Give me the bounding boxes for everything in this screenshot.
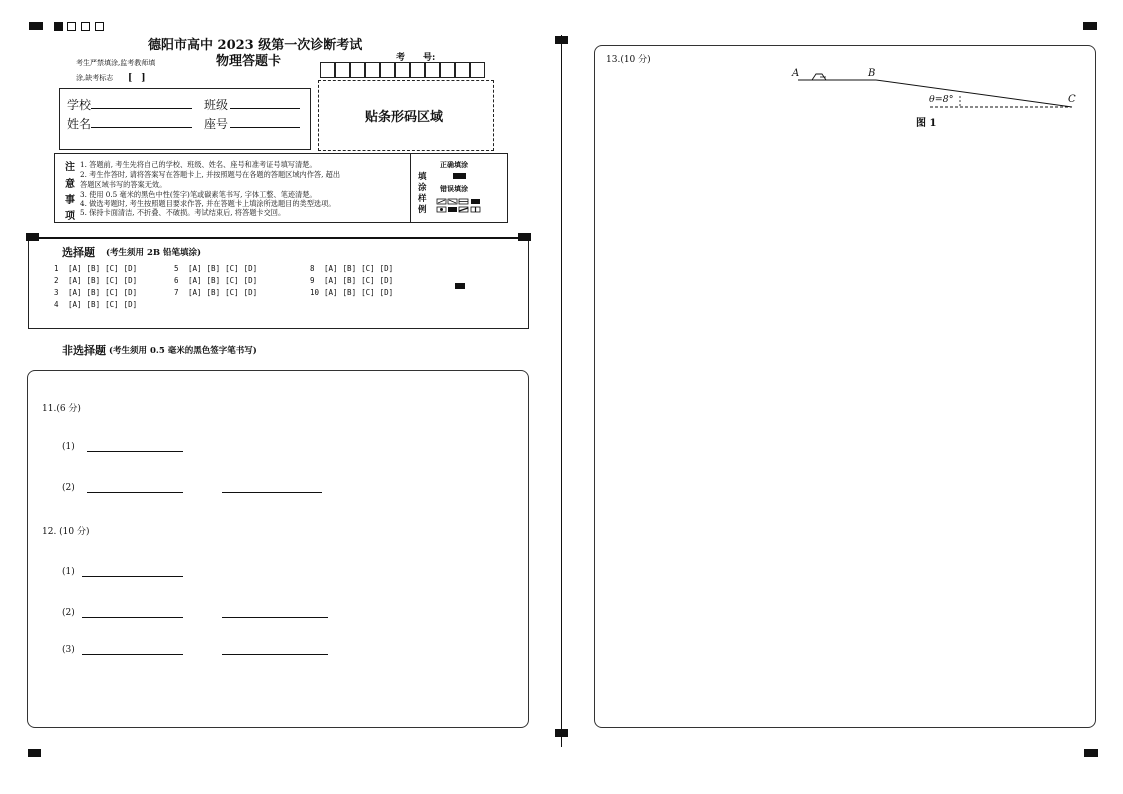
q12-part-label: (1) xyxy=(62,567,75,577)
notes-side-char: 项 xyxy=(65,211,75,222)
class-label: 班级 xyxy=(204,98,229,112)
class-field[interactable] xyxy=(230,108,300,109)
name-label: 姓名 xyxy=(67,117,92,131)
q12-part2-answer-b[interactable] xyxy=(222,617,328,618)
mc-question[interactable]: 6 [A] [B] [C] [D] xyxy=(174,276,258,285)
notes-side-char: 事 xyxy=(65,195,75,206)
mc-mark-right xyxy=(518,233,531,241)
corner-mark-top-left xyxy=(29,22,43,30)
proctor-note-2: 涂,缺考标志 xyxy=(76,74,114,82)
angle-label: θ=8° xyxy=(929,94,954,105)
point-b-label: B xyxy=(868,68,876,79)
q11-part-label: (1) xyxy=(62,442,75,452)
answer-box-q11-q12 xyxy=(27,370,529,728)
page-indicator-empty xyxy=(81,22,90,31)
q12-part-label: (2) xyxy=(62,608,75,618)
fold-mark-bottom xyxy=(555,729,568,737)
notes-divider xyxy=(410,153,411,223)
mc-question[interactable]: 4 [A] [B] [C] [D] xyxy=(54,300,138,309)
seat-field[interactable] xyxy=(230,127,300,128)
q12-part-label: (3) xyxy=(62,645,75,655)
fold-mark-top xyxy=(555,36,568,44)
mc-top-rule xyxy=(35,237,523,239)
page-indicator-empty xyxy=(95,22,104,31)
mc-question[interactable]: 9 [A] [B] [C] [D] xyxy=(310,276,394,285)
q13-label: 13.(10 分) xyxy=(606,55,651,65)
school-label: 学校 xyxy=(67,98,92,112)
q12-part1-answer[interactable] xyxy=(82,576,183,577)
student-info-box xyxy=(59,88,311,150)
corner-mark-bottom-left xyxy=(28,749,41,757)
name-field[interactable] xyxy=(91,127,192,128)
card-title: 物理答题卡 xyxy=(216,54,282,69)
q12-part3-answer-a[interactable] xyxy=(82,654,183,655)
q11-part2-answer-b[interactable] xyxy=(222,492,322,493)
note-item: 2. 考生作答时, 请将答案写在答题卡上, 并按照题号在各题的答题区域内作答, 超出 xyxy=(80,170,341,179)
mc-instruction: (考生须用 2B 铅笔填涂) xyxy=(106,248,202,258)
page-indicator-filled xyxy=(54,22,63,31)
q12-part2-answer-a[interactable] xyxy=(82,617,183,618)
exam-number-label: 考 号: xyxy=(396,53,436,63)
corner-mark-bottom-right xyxy=(1084,749,1098,757)
proctor-note: 考生严禁填涂,监考教师填 xyxy=(76,59,156,67)
q11-part2-answer-a[interactable] xyxy=(87,492,183,493)
barcode-label: 贴条形码区域 xyxy=(365,110,444,125)
exam-title: 德阳市高中 2023 级第一次诊断考试 xyxy=(148,38,363,53)
page-indicator-empty xyxy=(67,22,76,31)
q11-part1-answer[interactable] xyxy=(87,451,183,452)
wrong-fill-samples xyxy=(436,198,486,214)
note-item: 3. 使用 0.5 毫米的黑色中性(签字)笔或碳素笔书写, 字体工整、笔迹清楚。 xyxy=(80,190,317,199)
correct-fill-label: 正确填涂 xyxy=(440,160,468,169)
notes-side-char: 注 xyxy=(65,162,75,173)
answer-box-q13[interactable] xyxy=(594,45,1096,728)
wrong-fill-label: 错误填涂 xyxy=(440,184,468,193)
corner-mark-top-right xyxy=(1083,22,1097,30)
fill-side-char: 填 xyxy=(418,172,427,182)
notes-side-char: 意 xyxy=(65,179,75,190)
q13-figure xyxy=(790,64,1090,114)
non-choice-title: 非选择题 xyxy=(62,344,106,357)
mc-sync-mark xyxy=(455,283,465,289)
mc-question[interactable]: 8 [A] [B] [C] [D] xyxy=(310,264,394,273)
mc-title: 选择题 xyxy=(62,246,95,259)
school-field[interactable] xyxy=(91,108,192,109)
correct-fill-sample xyxy=(453,173,466,179)
mc-mark-left xyxy=(26,233,39,241)
fill-side-char: 样 xyxy=(418,194,427,204)
point-a-label: A xyxy=(792,68,800,79)
fill-side-char: 例 xyxy=(418,205,427,215)
mc-question[interactable]: 2 [A] [B] [C] [D] xyxy=(54,276,138,285)
q12-part3-answer-b[interactable] xyxy=(222,654,328,655)
mc-question[interactable]: 7 [A] [B] [C] [D] xyxy=(174,288,258,297)
q11-label: 11.(6 分) xyxy=(42,404,81,414)
non-choice-instruction: (考生须用 0.5 毫米的黑色签字笔书写) xyxy=(109,346,257,356)
fill-side-char: 涂 xyxy=(418,183,427,193)
note-item: 5. 保持卡面清洁, 不折叠、不破损。考试结束后, 将答题卡交回。 xyxy=(80,208,286,217)
figure-caption: 图 1 xyxy=(916,118,937,129)
mc-question[interactable]: 5 [A] [B] [C] [D] xyxy=(174,264,258,273)
point-c-label: C xyxy=(1068,94,1076,105)
q11-part-label: (2) xyxy=(62,483,75,493)
q12-label: 12. (10 分) xyxy=(42,527,90,537)
note-item: 答题区域书写的答案无效。 xyxy=(80,180,167,189)
absent-mark-box[interactable]: [ ] xyxy=(128,73,146,83)
mc-question[interactable]: 1 [A] [B] [C] [D] xyxy=(54,264,138,273)
seat-label: 座号 xyxy=(204,117,229,131)
mc-box xyxy=(28,241,529,329)
note-item: 1. 答题前, 考生先将自己的学校、班级、姓名、座号和准考证号填写清楚。 xyxy=(80,160,317,169)
mc-question[interactable]: 10 [A] [B] [C] [D] xyxy=(310,288,394,297)
fold-line xyxy=(561,35,562,747)
mc-question[interactable]: 3 [A] [B] [C] [D] xyxy=(54,288,138,297)
note-item: 4. 做选考题时, 考生按照题目要求作答, 并在答题卡上填涂所选题目的类型选项。 xyxy=(80,199,336,208)
